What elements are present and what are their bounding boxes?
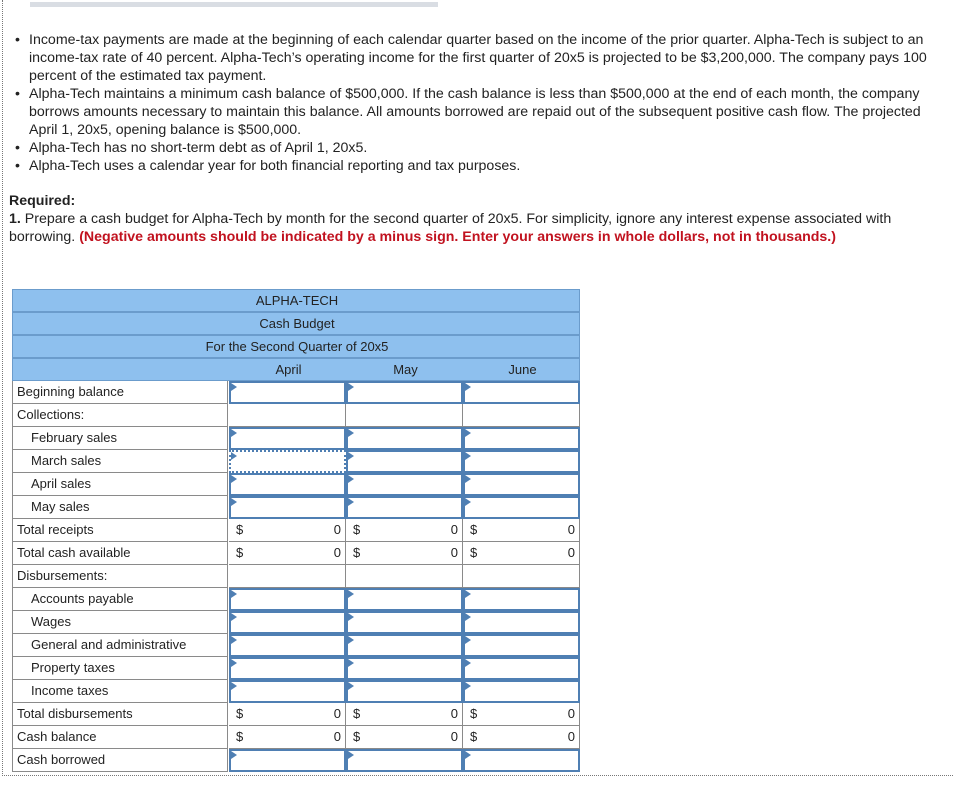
total-cell-april [229,519,346,542]
table-row [12,749,580,772]
amount-input-may[interactable] [346,657,463,680]
currency-symbol: $ [353,706,361,721]
input-marker-icon [465,659,471,667]
empty-cell [229,404,346,427]
input-marker-icon [465,452,471,460]
amount-input-april[interactable] [229,634,346,657]
empty-cell [229,565,346,588]
total-cell-june [463,542,580,565]
currency-symbol: $ [236,545,244,560]
input-marker-icon [348,498,354,506]
row-label: Beginning balance [12,381,228,404]
question-instruction: (Negative amounts should be indicated by a minus sign. Enter your answers in whole dollars, not in thousands.) [79,229,836,245]
total-value: 0 [333,545,341,560]
input-marker-icon [348,659,354,667]
amount-input-may[interactable] [346,611,463,634]
bullet-item: • Alpha-Tech uses a calendar year for both financial reporting and tax purposes. [10,157,945,175]
amount-input-june[interactable] [463,473,580,496]
table-title-row [12,289,580,312]
amount-input-june[interactable] [463,611,580,634]
required-question [9,210,944,246]
amount-input-april[interactable] [229,657,346,680]
amount-input-june[interactable] [463,680,580,703]
row-label: February sales [12,427,228,450]
currency-symbol: $ [470,522,478,537]
total-value: 0 [567,545,575,560]
total-value: 0 [450,706,458,721]
column-header-june: June [508,362,537,377]
amount-input-june[interactable] [463,588,580,611]
total-cell-may [346,519,463,542]
row-label: Disbursements: [12,565,228,588]
amount-input-june[interactable] [463,381,580,404]
currency-symbol: $ [353,522,361,537]
total-value: 0 [450,545,458,560]
table-row [12,519,580,542]
amount-input-may[interactable] [346,381,463,404]
currency-symbol: $ [353,729,361,744]
empty-cell [346,565,463,588]
table-row [12,703,580,726]
currency-symbol: $ [470,545,478,560]
input-marker-icon [231,636,237,644]
table-subtitle: Cash Budget [259,316,335,331]
table-row [12,634,580,657]
amount-input-april[interactable] [229,749,346,772]
amount-input-april[interactable] [229,680,346,703]
amount-input-may[interactable] [346,450,463,473]
amount-input-april[interactable] [229,611,346,634]
amount-input-may[interactable] [346,473,463,496]
amount-input-may[interactable] [346,427,463,450]
empty-cell [463,565,580,588]
total-value: 0 [333,522,341,537]
amount-input-june[interactable] [463,496,580,519]
total-cell-june [463,519,580,542]
row-label: General and administrative [12,634,228,657]
empty-cell [346,404,463,427]
input-marker-icon [465,751,471,759]
total-cell-may [346,726,463,749]
question-text: Prepare a cash budget for Alpha-Tech by month for the second quarter of 20x5. For simplicity, ignore any interest expense associated with borrowing. [9,211,892,245]
total-cell-april [229,542,346,565]
row-label: Wages [12,611,228,634]
input-marker-icon [348,751,354,759]
total-cell-april [229,726,346,749]
row-label: Collections: [12,404,228,427]
input-marker-icon [348,452,354,460]
row-label: Income taxes [12,680,228,703]
input-marker-icon [231,452,237,460]
input-marker-icon [348,429,354,437]
amount-input-may[interactable] [346,496,463,519]
amount-input-may[interactable] [346,749,463,772]
amount-input-june[interactable] [463,450,580,473]
table-row [12,657,580,680]
column-header-may: May [393,362,418,377]
total-cell-june [463,726,580,749]
table-row [12,381,580,404]
input-marker-icon [231,590,237,598]
input-marker-icon [348,636,354,644]
question-number: 1. [9,211,21,227]
column-header-april: April [275,362,302,377]
row-label: Accounts payable [12,588,228,611]
table-row [12,542,580,565]
row-label: Cash borrowed [12,749,228,772]
input-marker-icon [348,613,354,621]
input-marker-icon [348,383,354,391]
row-label: Total disbursements [12,703,228,726]
currency-symbol: $ [470,729,478,744]
input-marker-icon [465,682,471,690]
total-cell-april [229,703,346,726]
currency-symbol: $ [236,522,244,537]
table-row [12,404,580,427]
total-value: 0 [333,729,341,744]
row-label: May sales [12,496,228,519]
input-marker-icon [231,498,237,506]
top-divider [30,2,438,7]
table-row [12,680,580,703]
row-label: Total cash available [12,542,228,565]
total-value: 0 [567,706,575,721]
table-subtitle-row [12,312,580,335]
required-section [9,192,944,246]
amount-input-april[interactable] [229,427,346,450]
amount-input-april[interactable] [229,496,346,519]
input-marker-icon [231,682,237,690]
amount-input-may[interactable] [346,680,463,703]
row-label: April sales [12,473,228,496]
currency-symbol: $ [236,729,244,744]
currency-symbol: $ [236,706,244,721]
input-marker-icon [348,475,354,483]
input-marker-icon [465,429,471,437]
input-marker-icon [465,383,471,391]
table-title: ALPHA-TECH [255,293,339,308]
input-marker-icon [231,475,237,483]
table-row [12,450,580,473]
row-label: Cash balance [12,726,228,749]
input-marker-icon [465,590,471,598]
amount-input-june[interactable] [463,634,580,657]
required-heading: Required: [9,193,76,209]
currency-symbol: $ [470,706,478,721]
total-value: 0 [567,729,575,744]
row-label: Property taxes [12,657,228,680]
total-value: 0 [450,522,458,537]
input-marker-icon [465,475,471,483]
row-label: March sales [12,450,228,473]
row-label: Total receipts [12,519,228,542]
column-header-row [12,358,580,381]
input-marker-icon [348,682,354,690]
total-value: 0 [333,706,341,721]
table-row [12,726,580,749]
table-row [12,565,580,588]
total-cell-may [346,542,463,565]
currency-symbol: $ [353,545,361,560]
bullet-item: • Alpha-Tech has no short-term debt as of April 1, 20x5. [10,139,945,157]
input-marker-icon [465,498,471,506]
assumptions-list [10,31,945,175]
empty-cell [463,404,580,427]
total-cell-may [346,703,463,726]
table-period-row [12,335,580,358]
amount-input-april[interactable] [229,473,346,496]
amount-input-june[interactable] [463,427,580,450]
total-cell-june [463,703,580,726]
total-value: 0 [567,522,575,537]
input-marker-icon [465,636,471,644]
amount-input-april[interactable] [229,450,346,473]
input-marker-icon [231,613,237,621]
table-period: For the Second Quarter of 20x5 [205,339,389,354]
amount-input-june[interactable] [463,749,580,772]
table-row [12,588,580,611]
table-row [12,611,580,634]
input-marker-icon [231,659,237,667]
cash-budget-table [12,289,580,772]
amount-input-june[interactable] [463,657,580,680]
input-marker-icon [348,590,354,598]
amount-input-may[interactable] [346,634,463,657]
bullet-item: • Alpha-Tech maintains a minimum cash balance of $500,000. If the cash balance is less than $500,000 at the end of each month, the company borrows amounts necessary to maintain this balance. All amounts borrowed are repaid out of the subsequent positive cash flow. The projected April 1, 20x5, opening balance is $500,000. [10,85,945,139]
amount-input-april[interactable] [229,381,346,404]
input-marker-icon [465,613,471,621]
input-marker-icon [231,383,237,391]
amount-input-april[interactable] [229,588,346,611]
input-marker-icon [231,751,237,759]
amount-input-may[interactable] [346,588,463,611]
table-row [12,496,580,519]
input-marker-icon [231,429,237,437]
total-value: 0 [450,729,458,744]
bullet-item: • Income-tax payments are made at the beginning of each calendar quarter based on the income of the prior quarter. Alpha-Tech is subject to an income-tax rate of 40 percent. Alpha-Tech’s operating income for the first quarter of 20x5 is projected to be $3,200,000. The company pays 100 percent of the estimated tax payment. [10,31,945,85]
table-row [12,473,580,496]
table-row [12,427,580,450]
